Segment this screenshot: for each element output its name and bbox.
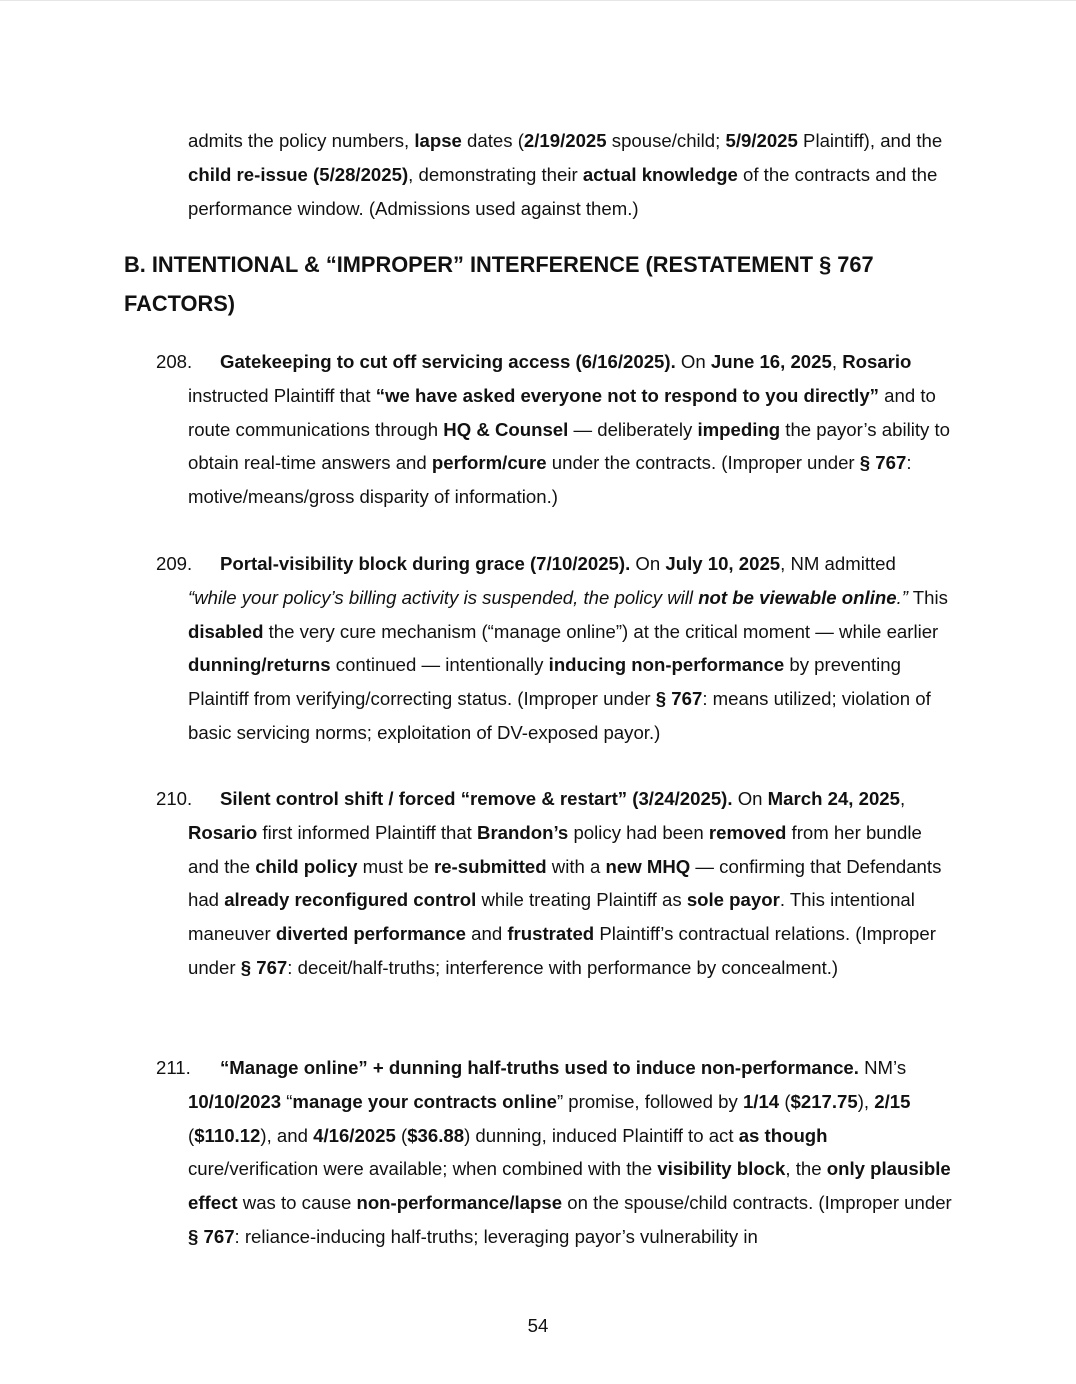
paragraph-title: Silent control shift / forced “remove & restart” (3/24/2025). xyxy=(220,788,733,809)
paragraph-title: Portal-visibility block during grace (7/10/2025). xyxy=(220,553,631,574)
paragraph-title: Gatekeeping to cut off servicing access (6/16/2025). xyxy=(220,351,676,372)
quoted-admission: “while your policy’s billing activity is suspended, the policy will not be viewable online.” xyxy=(188,586,908,608)
paragraph-209: 209. Portal-visibility block during grace (7/10/2025). On July 10, 2025, NM admitted “while your policy’s billing activity is suspended, the policy will not be viewable online.” This disabled the very cure mechanism (“manage online”) at the critical moment — while earlier dunning/returns continued — intentionally inducing non-performance by preventing Plaintiff from verifying/correcting status. (Improper under § 767: means utilized; violation of basic servicing norms; exploitation of DV-exposed payor.) xyxy=(156,547,956,750)
paragraph-211: 211. “Manage online” + dunning half-truths used to induce non-performance. NM’s 10/10/2023 “manage your contracts online” promise, followed by 1/14 ($217.75), 2/15 ($110.12), and 4/16/2025 ($36.88) dunning, induced Plaintiff to act as though cure/verification were available; when combined with the visibility block, the only plausible effect was to cause non-performance/lapse on the spouse/child contracts. (Improper under § 767: reliance-inducing half-truths; leveraging payor’s vulnerability in xyxy=(156,1051,956,1254)
section-heading: B. INTENTIONAL & “IMPROPER” INTERFERENCE (RESTATEMENT § 767 FACTORS) xyxy=(124,252,874,316)
paragraph-210: 210. Silent control shift / forced “remove & restart” (3/24/2025). On March 24, 2025, Rosario first informed Plaintiff that Brandon’s policy had been removed from her bundle and the child policy must be re-submitted with a new MHQ — confirming that Defendants had already reconfigured control while treating Plaintiff as sole payor. This intentional maneuver diverted performance and frustrated Plaintiff’s contractual relations. (Improper under § 767: deceit/half-truths; interference with performance by concealment.) xyxy=(156,782,956,985)
paragraph-number: 211. xyxy=(156,1057,191,1078)
page-top-border xyxy=(0,0,1076,1)
paragraph-number: 208. xyxy=(156,351,193,372)
page-number: 54 xyxy=(527,1315,549,1336)
continued-paragraph: admits the policy numbers, lapse dates (2/19/2025 spouse/child; 5/9/2025 Plaintiff), and the child re-issue (5/28/2025), demonstrating their actual knowledge of the contracts and the performance window. (Admissions used against them.) xyxy=(188,130,943,219)
paragraph-number: 209. xyxy=(156,553,193,574)
paragraph-number: 210. xyxy=(156,788,193,809)
paragraph-title: “Manage online” + dunning half-truths used to induce non-performance. xyxy=(220,1057,859,1078)
paragraph-208: 208. Gatekeeping to cut off servicing access (6/16/2025). On June 16, 2025, Rosario instructed Plaintiff that “we have asked everyone not to respond to you directly” and to route communications through HQ & Counsel — deliberately impeding the payor’s ability to obtain real-time answers and perform/cure under the contracts. (Improper under § 767: motive/means/gross disparity of information.) xyxy=(156,345,956,514)
